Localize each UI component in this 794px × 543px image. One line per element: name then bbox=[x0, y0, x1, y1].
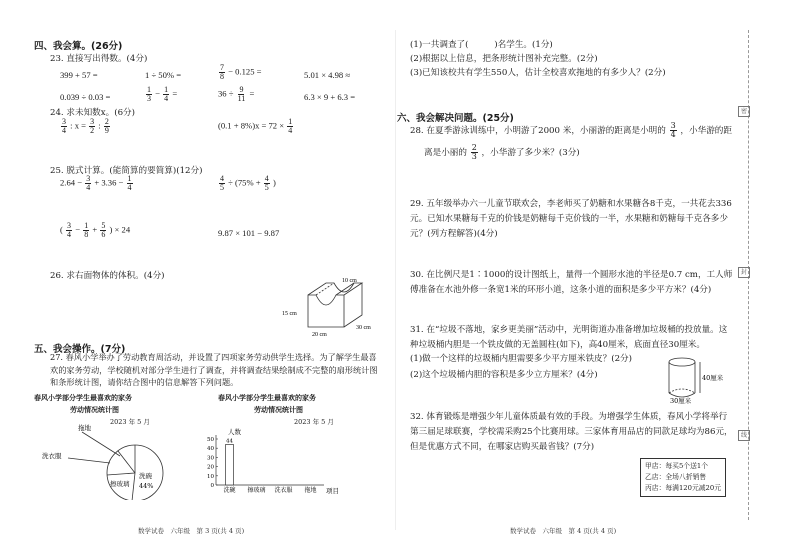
q25-b: $\frac{4}{5}$ ÷ (75% + $\frac{4}{5}$ ) bbox=[220, 174, 276, 192]
pie-label-c: 擦玻璃 bbox=[110, 480, 130, 488]
section-5-title: 五、我会操作。(7分) bbox=[34, 344, 126, 355]
pie-divider-2 bbox=[118, 451, 135, 473]
q23-title: 23. 直接写出得数。(4分) bbox=[50, 54, 148, 64]
q26-dim-right: 30 cm bbox=[356, 325, 371, 331]
q23-2c: 36 ÷ $\frac{9}{11}$ = bbox=[218, 85, 255, 103]
q27-text: 27. 春风小学举办了劳动教育周活动，并设置了四项家务劳动供学生选择。为了解学生最喜欢的家务劳动，学校随机对部分学生进行了调查，并将调查结果绘制成不完整的扇形统计图和条形统计图，请你结合图中的信息解答下列问题。 bbox=[50, 352, 378, 387]
bar-ytick-label: 50 bbox=[207, 437, 214, 443]
pie-title-1: 春风小学部分学生最喜欢的家务 bbox=[34, 394, 132, 402]
q28-line-1: 28. 在夏季游泳训练中，小明游了2000 米，小丽游的距离是小明的 $\frac{3}{4}$ ，小华游的距 bbox=[410, 121, 732, 139]
q27-sub-1: (1)一共调查了( )名学生。(1分) bbox=[410, 40, 553, 50]
q31-dim-h: 40厘米 bbox=[702, 374, 724, 382]
q23-1b: 1 ÷ 50% = bbox=[145, 70, 182, 80]
binding-tab-3: 线 bbox=[738, 430, 750, 441]
q23-2b: $\frac{1}{3}$ − $\frac{1}{4}$ = bbox=[147, 85, 178, 103]
pie-label-a: 拖地 bbox=[78, 424, 91, 432]
q25-c: ( $\frac{3}{4}$ − $\frac{1}{8}$ + $\frac{5}{6}$ ) × 24 bbox=[60, 221, 131, 239]
q23-1c: $\frac{7}{8}$ − 0.125 = bbox=[220, 63, 262, 81]
q31-dim-d: 30厘米 bbox=[670, 397, 692, 405]
section-4-title: 四、我会算。(26分) bbox=[34, 41, 123, 52]
bar-category-label: 洗衣服 bbox=[274, 487, 293, 494]
q28-line-2: 离是小丽的 $\frac{2}{3}$ ，小华游了多少米？(3分) bbox=[424, 143, 580, 161]
q32-coupon-1: 甲店：每买5个送1个 bbox=[645, 462, 709, 470]
bar-category-label: 拖地 bbox=[304, 487, 317, 494]
q29-text: 29. 五年级举办六一儿童节联欢会，李老师买了奶糖和水果糖各8千克，一共花去336元。已知水果糖每千克的价钱是奶糖每千克价钱的一半，水果糖和奶糖每千克各多少元？(列方程解答)(4分) bbox=[410, 199, 732, 239]
pie-label-b: 洗衣服 bbox=[42, 452, 62, 460]
page-divider bbox=[395, 30, 396, 530]
bar-ytick-label: 20 bbox=[207, 464, 214, 471]
q26-dim-bottom: 20 cm bbox=[312, 332, 327, 338]
q26-dim-left: 15 cm bbox=[282, 311, 297, 317]
q23-2a: 0.039 ÷ 0.03 = bbox=[60, 92, 111, 102]
pie-label-d: 洗碗 bbox=[139, 472, 152, 480]
footer-page-3: 数学试卷 六年级 第 3 页(共 4 页) bbox=[138, 527, 245, 535]
bar-0 bbox=[226, 445, 234, 485]
q32-coupon-box bbox=[640, 458, 726, 497]
q25-title: 25. 脱式计算。(能简算的要简算)(12分) bbox=[50, 166, 203, 176]
binding-tab-2: 封 bbox=[738, 267, 750, 278]
pie-chart bbox=[40, 420, 170, 500]
bar-title-1: 春风小学部分学生最喜欢的家务 bbox=[218, 394, 316, 402]
q26-solid-figure bbox=[280, 275, 390, 339]
q24-a: $\frac{3}{4}$ : x = $\frac{3}{2}$ : $\frac{2}{9}$ bbox=[62, 117, 109, 135]
q23-1d: 5.01 × 4.98 ≈ bbox=[304, 70, 351, 80]
pie-date: 2023 年 5 月 bbox=[110, 418, 150, 426]
q26-dim-top: 10 cm bbox=[342, 278, 357, 284]
pie-divider-3 bbox=[107, 473, 135, 475]
section-6-title: 六、我会解决问题。(25分) bbox=[397, 113, 514, 124]
bar-ytick-label: 10 bbox=[207, 473, 214, 480]
q31-sub-2: (2)这个垃圾桶内胆的容积是多少立方厘米？(4分) bbox=[410, 370, 598, 380]
q27-sub-3: (3)已知该校共有学生550人，估计全校喜欢拖地的有多少人？(2分) bbox=[410, 68, 666, 78]
binding-tab-1: 密 bbox=[738, 106, 750, 117]
q31-text: 31. 在“垃圾不落地，家乡更美丽”活动中，光明街道办准备增加垃圾桶的投放量。这种垃圾桶内胆是一个铁皮做的无盖圆柱(如下)，高40厘米，底面直径30厘米。 bbox=[410, 325, 728, 350]
bar-title-2: 劳动情况统计图 bbox=[254, 406, 303, 414]
pie-label-d-pct: 44% bbox=[139, 482, 154, 490]
q27-sub-2: (2)根据以上信息，把条形统计图补充完整。(2分) bbox=[410, 54, 598, 64]
q32-text: 32. 体育锻炼是增强少年儿童体质最有效的手段。为增强学生体质，春风小学将举行第三届足球联赛，学校需采购25个比赛用球。三家体育用品店的同款足球均为86元，但是优惠方式不同，在哪家店购买最省钱？(7分) bbox=[410, 412, 733, 452]
pie-leader-b bbox=[68, 458, 110, 463]
bar-category-label: 擦玻璃 bbox=[247, 487, 266, 494]
q24-title: 24. 求未知数x。(6分) bbox=[50, 108, 135, 118]
bar-top-label: 44 bbox=[226, 438, 233, 445]
q23-1a: 399 + 57 = bbox=[60, 70, 98, 80]
q25-a: 2.64 − $\frac{3}{4}$ + 3.36 − $\frac{1}{4}$ bbox=[60, 174, 132, 192]
bar-ytick-label: 40 bbox=[207, 446, 214, 453]
pie-leader-a bbox=[82, 432, 120, 456]
bar-ytick-label: 30 bbox=[207, 455, 214, 462]
q31-cylinder bbox=[660, 355, 730, 405]
q32-coupon-3: 丙店：每满120元减20元 bbox=[645, 484, 721, 492]
footer-page-4: 数学试卷 六年级 第 4 页(共 4 页) bbox=[510, 527, 617, 535]
bar-chart bbox=[200, 425, 365, 497]
bar-xlabel: 项目 bbox=[326, 487, 339, 495]
q24-b: (0.1 + 8%)x = 72 × $\frac{1}{4}$ bbox=[218, 117, 293, 135]
bar-date: 2023 年 5 月 bbox=[294, 418, 334, 426]
q31-sub-1: (1)做一个这样的垃圾桶内胆需要多少平方厘米铁皮？(2分) bbox=[410, 354, 633, 364]
bar-category-label: 洗碗 bbox=[223, 487, 236, 494]
q32-coupon-2: 乙店：全场八折销售 bbox=[645, 473, 707, 481]
q25-d: 9.87 × 101 − 9.87 bbox=[218, 228, 280, 238]
pie-title-2: 劳动情况统计图 bbox=[70, 406, 119, 414]
bar-ylabel: 人数 bbox=[228, 428, 241, 436]
pie-divider-4 bbox=[132, 473, 135, 500]
q26-title: 26. 求右面物体的体积。(4分) bbox=[50, 271, 165, 281]
q30-text: 30. 在比例尺是1∶1000的设计图纸上，量得一个圆形水池的半径是0.7 cm，工人师傅准备在水池外修一条宽1米的环形小道，这条小道的面积是多少平方米？(4分) bbox=[410, 270, 733, 295]
q23-2d: 6.3 × 9 + 6.3 = bbox=[304, 92, 356, 102]
bar-ytick-label: 0 bbox=[210, 483, 214, 489]
